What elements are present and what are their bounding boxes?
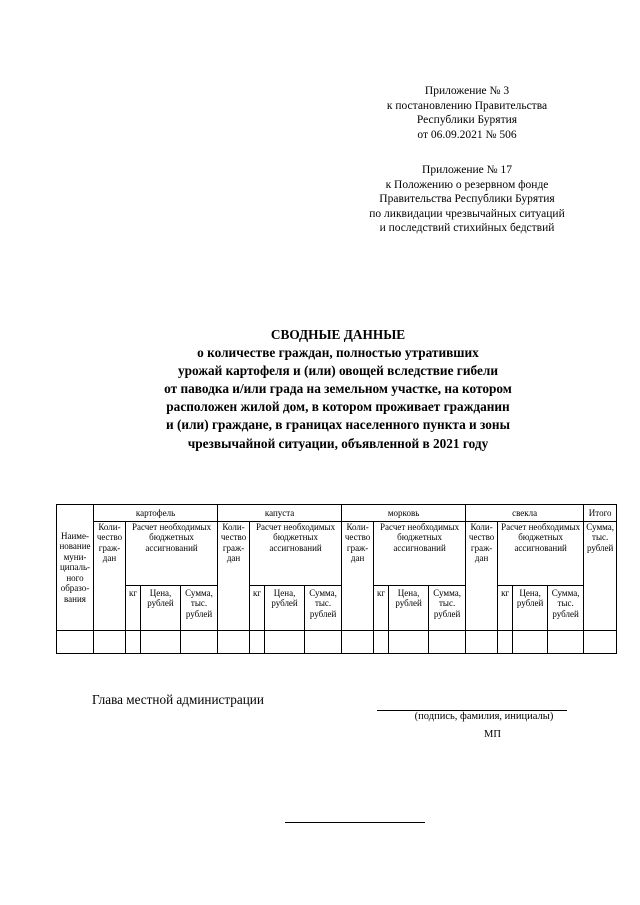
count-header: Коли-чество граж-дан [94,522,126,631]
table-cell [57,631,94,654]
appendix-3-line: от 06.09.2021 № 506 [417,128,517,141]
kg-header: кг [126,586,141,631]
appendix-3-line: к постановлению Правительства [386,99,548,112]
signature-hint: (подпись, фамилия, инициалы) [414,711,554,722]
count-header: Коли-чество граж-дан [342,522,374,631]
table-cell [218,631,250,654]
kg-header: кг [498,586,513,631]
calc-header: Расчет необходимых бюджетных ассигнований [498,522,584,586]
table-cell [305,631,342,654]
calc-header: Расчет необходимых бюджетных ассигнований [126,522,218,586]
summary-table [56,504,617,654]
price-header: Цена, рублей [141,586,181,631]
price-header: Цена, рублей [265,586,305,631]
appendix-17-block [340,163,594,236]
table-cell [389,631,429,654]
kg-header: кг [250,586,265,631]
document-title-line: урожай картофеля и (или) овощей вследствие гибели [177,363,499,379]
table-cell [584,631,617,654]
table-cell [466,631,498,654]
sum-header: Сумма, тыс. рублей [181,586,218,631]
count-header: Коли-чество граж-дан [218,522,250,631]
stamp-label: МП [484,729,501,740]
document-heading: СВОДНЫЕ ДАННЫЕ [270,327,406,342]
table-cell [126,631,141,654]
document-title-line: о количестве граждан, полностью утративших [197,345,479,361]
table-cell [141,631,181,654]
table-cell [374,631,389,654]
table-cell [250,631,265,654]
appendix-17-line: по ликвидации чрезвычайных ситуаций [369,207,565,220]
bottom-separator-line [285,822,425,823]
calc-header: Расчет необходимых бюджетных ассигнований [374,522,466,586]
table-cell [498,631,513,654]
document-title-line: расположен жилой дом, в котором проживает гражданин [166,399,510,415]
kg-header: кг [374,586,389,631]
total-header: Итого [584,505,617,522]
table-row [57,631,617,654]
table-cell [548,631,584,654]
crop-header-potato: картофель [94,505,218,522]
price-header: Цена, рублей [513,586,548,631]
price-header: Цена, рублей [389,586,429,631]
appendix-17-line: и последствий стихийных бедствий [379,222,555,234]
crop-header-cabbage: капуста [218,505,342,522]
document-title [0,326,640,453]
sum-header: Сумма, тыс. рублей [429,586,466,631]
signature-title: Глава местной администрации [92,692,264,707]
table-cell [342,631,374,654]
document-title-line: от паводка и/или града на земельном участке, на котором [164,381,512,397]
total-sum-header: Сумма, тыс. рублей [584,522,617,631]
crop-header-carrot: морковь [342,505,466,522]
table-cell [429,631,466,654]
document-title-line: чрезвычайной ситуации, объявленной в 2021 году [187,435,489,451]
sum-header: Сумма, тыс. рублей [548,586,584,631]
table-cell [513,631,548,654]
crop-header-beet: свекла [466,505,584,522]
appendix-17-line: Приложение № 17 [422,164,512,176]
appendix-17-line: к Положению о резервном фонде [385,178,549,191]
appendix-3-block [340,84,594,142]
document-title-line: и (или) граждане, в границах населенного пункта и зоны [166,417,510,433]
table-cell [265,631,305,654]
calc-header: Расчет необходимых бюджетных ассигнований [250,522,342,586]
appendix-3-line: Республики Бурятия [416,114,518,126]
table-cell [94,631,126,654]
sum-header: Сумма, тыс. рублей [305,586,342,631]
appendix-17-line: Правительства Республики Бурятия [379,193,555,205]
municipality-header: Наиме-нование муни-ципаль-ного образо-вания [57,505,94,631]
appendix-3-line: Приложение № 3 [424,85,510,97]
table-cell [181,631,218,654]
count-header: Коли-чество граж-дан [466,522,498,631]
